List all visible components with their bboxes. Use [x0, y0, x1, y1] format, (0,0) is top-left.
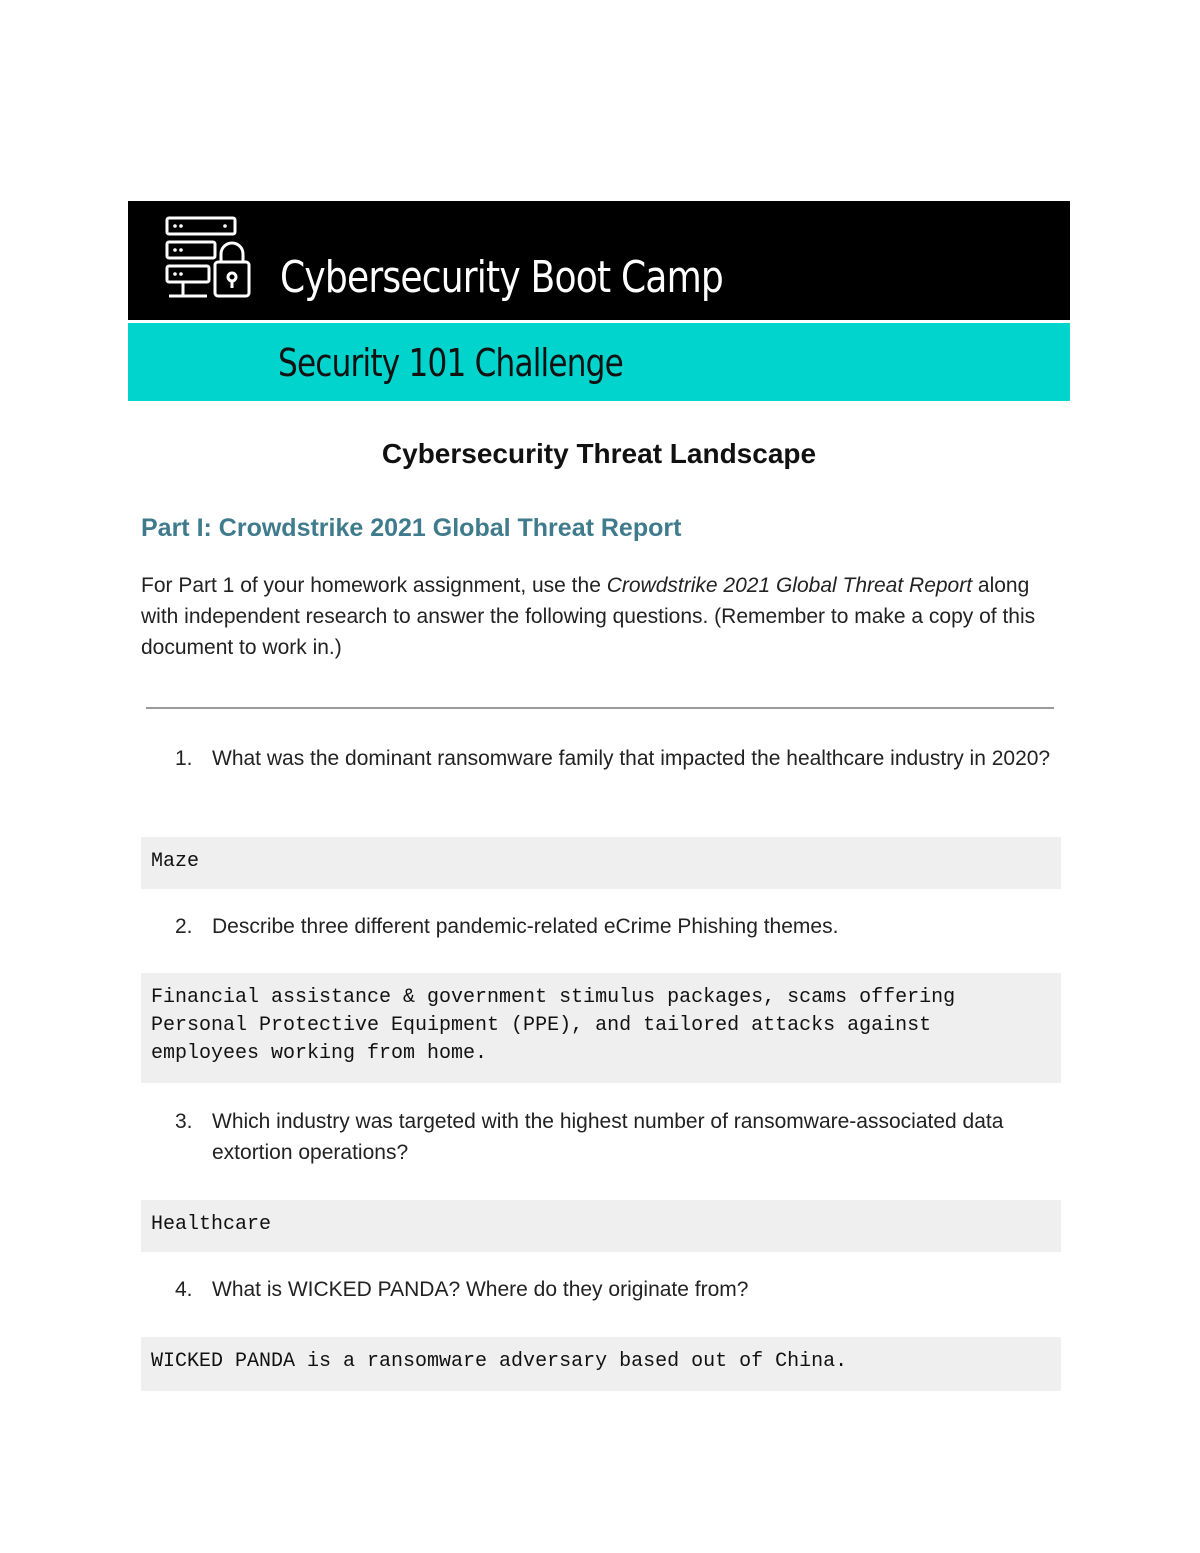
question-item — [141, 911, 1061, 942]
question-text: Describe three different pandemic-related eCrime Phishing themes. — [212, 915, 839, 938]
question-number: 4. — [175, 1278, 193, 1301]
question-item — [141, 1274, 1061, 1305]
part-heading: Part I: Crowdstrike 2021 Global Threat Report — [141, 514, 682, 542]
question-text: What was the dominant ransomware family that impacted the healthcare industry in 2020? — [212, 747, 1051, 770]
question-item — [141, 1106, 1061, 1168]
answer-box[interactable]: WICKED PANDA is a ransomware adversary based out of China. — [141, 1337, 1061, 1391]
document-title: Cybersecurity Threat Landscape — [381, 438, 817, 469]
intro-report-name: Crowdstrike 2021 Global Threat Report — [606, 574, 973, 597]
server-lock-icon — [163, 216, 253, 300]
question-text: What is WICKED PANDA? Where do they originate from? — [212, 1278, 749, 1301]
question-number: 2. — [175, 915, 193, 938]
question-number: 1. — [175, 747, 193, 770]
intro-text-before: For Part 1 of your homework assignment, use the — [141, 574, 607, 597]
answer-box[interactable]: Financial assistance & government stimulus packages, scams offering Personal Protective Equipment (PPE), and tailored attacks against employees working from home. — [141, 973, 1061, 1083]
answer-box[interactable]: Healthcare — [141, 1200, 1061, 1252]
intro-paragraph — [141, 570, 1061, 663]
horizontal-divider — [146, 707, 1054, 709]
banner-subtitle: Security 101 Challenge — [278, 341, 623, 385]
banner-title: Cybersecurity Boot Camp — [280, 252, 724, 303]
answer-box[interactable]: Maze — [141, 837, 1061, 889]
question-text: Which industry was targeted with the highest number of ransomware-associated data extortion operations? — [212, 1110, 1004, 1164]
question-item — [141, 743, 1061, 805]
intro-text-after: along with independent research to answer the following questions. (Remember to make a copy of this document to work in.) — [141, 574, 1036, 659]
question-number: 3. — [175, 1110, 193, 1133]
